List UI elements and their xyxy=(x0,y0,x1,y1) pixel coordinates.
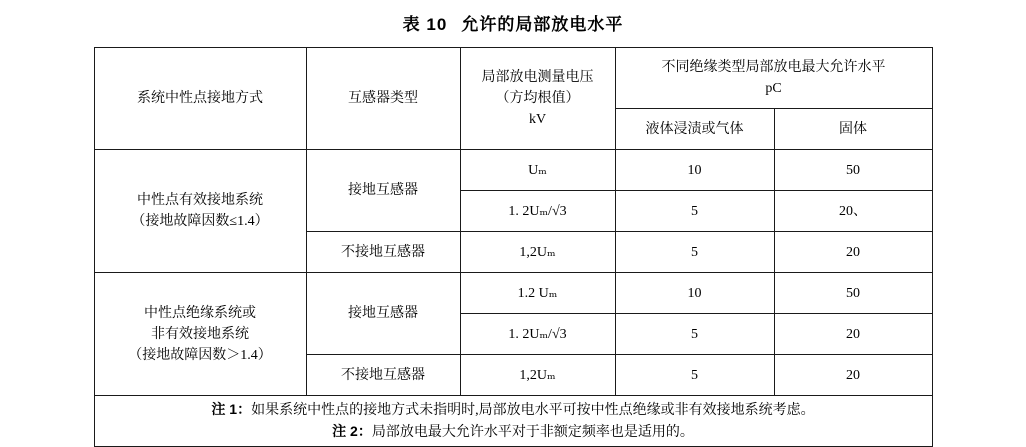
row-type-ungrounded-2: 不接地互感器 xyxy=(306,355,460,396)
row-liquid-3: 5 xyxy=(615,232,774,273)
group-1-name-line2: （接地故障因数≤1.4） xyxy=(131,214,269,229)
table-row xyxy=(94,273,932,314)
row-solid-6: 20 xyxy=(774,355,932,396)
header-max-pd-level xyxy=(615,48,932,109)
group-2-name xyxy=(94,273,306,396)
header-measurement-voltage-line1: 局部放电测量电压 xyxy=(481,70,594,85)
header-measurement-voltage xyxy=(460,48,615,150)
group-1-name xyxy=(94,150,306,273)
table-row xyxy=(94,150,932,191)
row-liquid-4: 10 xyxy=(615,273,774,314)
table-header-row-1 xyxy=(94,48,932,109)
row-solid-2: 20、 xyxy=(774,191,932,232)
header-neutral-grounding: 系统中性点接地方式 xyxy=(94,48,306,150)
row-voltage-1: Uₘ xyxy=(460,150,615,191)
note-2 xyxy=(99,421,928,443)
row-type-grounded-2: 接地互感器 xyxy=(306,273,460,355)
group-1-name-line1: 中性点有效接地系统 xyxy=(137,193,263,208)
row-liquid-6: 5 xyxy=(615,355,774,396)
row-voltage-2: 1. 2Uₘ/√3 xyxy=(460,191,615,232)
header-transformer-type: 互感器类型 xyxy=(306,48,460,150)
table-title-label: 表 xyxy=(402,15,421,34)
group-2-name-line1: 中性点绝缘系统或 xyxy=(144,305,256,321)
row-solid-1: 50 xyxy=(774,150,932,191)
row-type-grounded-1: 接地互感器 xyxy=(306,150,460,232)
note-2-label: 注 2： xyxy=(332,423,372,439)
header-max-pd-level-line1: 不同绝缘类型局部放电最大允许水平 xyxy=(661,60,886,75)
row-liquid-2: 5 xyxy=(615,191,774,232)
row-solid-3: 20 xyxy=(774,232,932,273)
row-solid-4: 50 xyxy=(774,273,932,314)
group-2-name-line2: 非有效接地系统 xyxy=(151,326,249,342)
header-liquid-or-gas: 液体浸渍或气体 xyxy=(615,109,774,150)
group-2-name-line3: （接地故障因数＞1.4） xyxy=(128,347,272,363)
table-notes-row xyxy=(94,396,932,447)
row-liquid-1: 10 xyxy=(615,150,774,191)
row-type-ungrounded-1: 不接地互感器 xyxy=(306,232,460,273)
row-voltage-3: 1,2Uₘ xyxy=(460,232,615,273)
header-max-pd-level-unit: pC xyxy=(765,81,782,96)
row-voltage-5: 1. 2Uₘ/√3 xyxy=(460,314,615,355)
row-voltage-6: 1,2Uₘ xyxy=(460,355,615,396)
header-measurement-voltage-line2: （方均根值） xyxy=(495,91,580,106)
header-measurement-voltage-line3: kV xyxy=(528,112,547,127)
table-title xyxy=(0,0,1026,47)
table-title-number: 10 xyxy=(426,15,448,34)
note-1-label: 注 1： xyxy=(211,401,252,417)
note-2-text: 局部放电最大允许水平对于非额定频率也是适用的。 xyxy=(371,425,694,440)
row-voltage-4: 1.2 Uₘ xyxy=(460,273,615,314)
note-1 xyxy=(99,399,928,421)
table-notes xyxy=(94,396,932,447)
row-solid-5: 20 xyxy=(774,314,932,355)
header-solid: 固体 xyxy=(774,109,932,150)
table-title-text: 允许的局部放电水平 xyxy=(461,15,624,34)
note-1-text: 如果系统中性点的接地方式未指明时,局部放电水平可按中性点绝缘或非有效接地系统考虑。 xyxy=(251,403,815,418)
row-liquid-5: 5 xyxy=(615,314,774,355)
partial-discharge-table xyxy=(94,47,933,447)
